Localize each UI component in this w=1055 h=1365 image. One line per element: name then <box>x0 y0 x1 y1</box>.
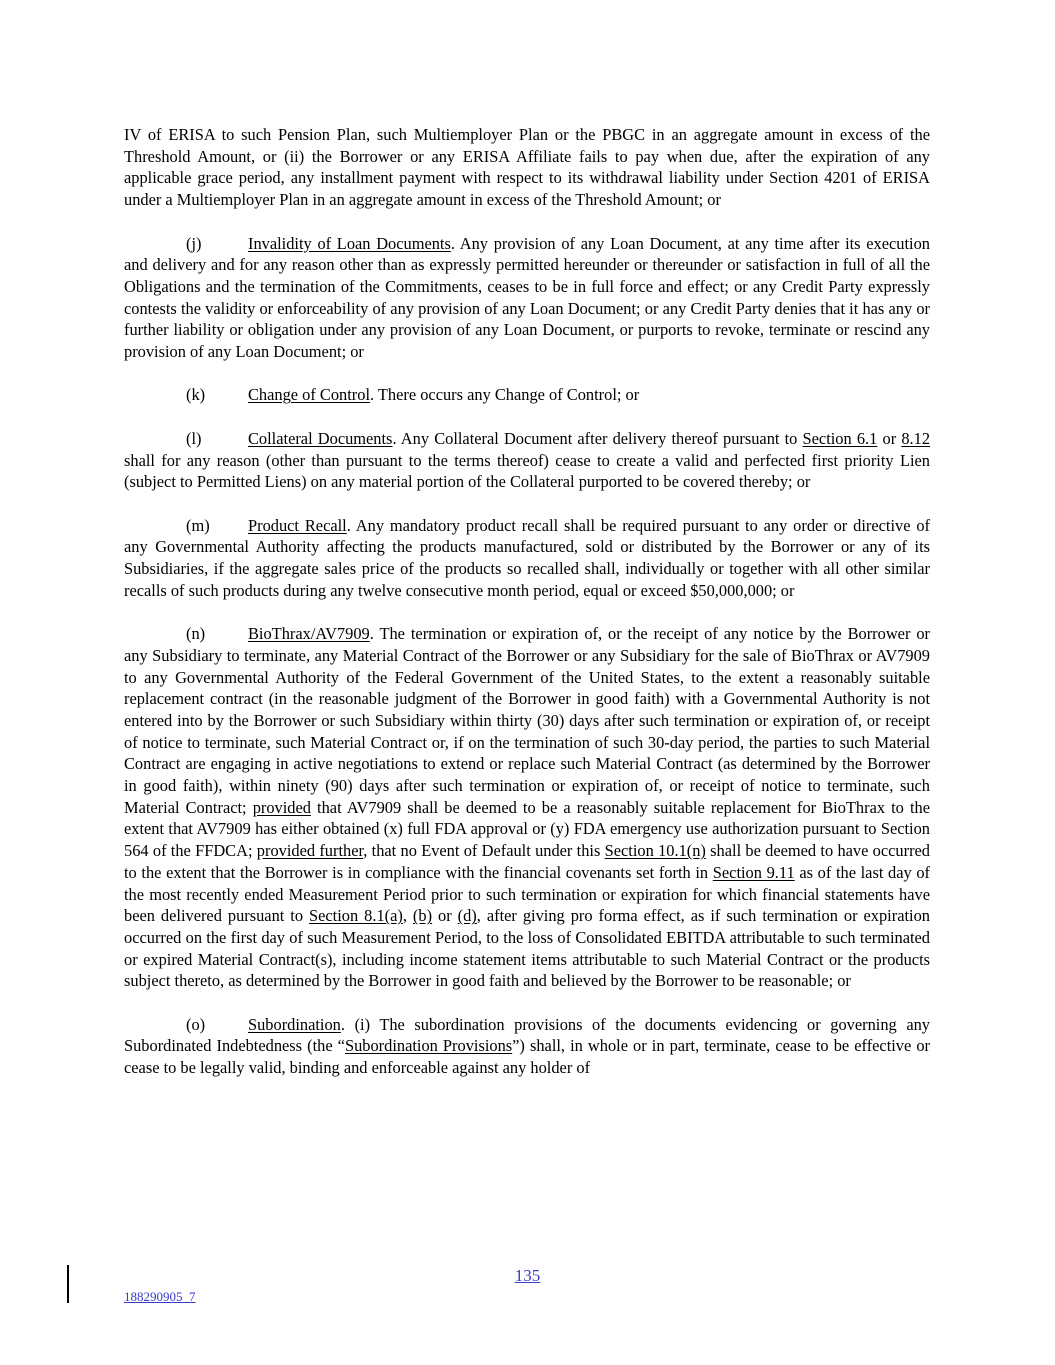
paragraph-o <box>124 1014 930 1079</box>
paragraph-o-heading: Subordination <box>248 1014 341 1034</box>
paragraph-l-text: shall for any reason (other than pursuant to the terms thereof) cease to create a valid and perfected first priority Lien (subject to Permitted Liens) on any material portion of the Collateral purported to be covered thereby; or <box>124 450 930 492</box>
paragraph-n-text: , that no Event of Default under this <box>363 841 605 861</box>
paragraph-j <box>124 233 930 363</box>
paragraph-n-text: , after giving pro forma effect, as if such termination or expiration occurred on the first day of such Measurement Period, to the loss of Consolidated EBITDA attributable to such terminated or expired Material Contract(s), including income statement items attributable to such Material Contract or the products subject thereto, as determined by the Borrower in good faith and believed by the Borrower to be reasonable; or <box>124 906 930 991</box>
document-id: 188290905_7 <box>124 1289 196 1304</box>
paragraph-n-text: as of the last day of the most recently ended Measurement Period prior to such termination or expiration for which financial statements have been delivered pursuant to <box>124 862 931 926</box>
page-number-text: 135 <box>514 1266 541 1285</box>
paragraph-l-text: . Any Collateral Document after delivery thereof pursuant to <box>392 428 803 448</box>
page-number <box>0 1266 1055 1286</box>
paragraph-n-text: . The termination or expiration of, or the receipt of any notice by the Borrower or any Subsidiary to terminate, any Material Contract of the Borrower or any Subsidiary for the sale of BioThrax or AV7909 to any Governmental Authority of the Federal Government of the United States, to the extent a reasonably suitable replacement contract (in the reasonable judgment of the Borrower in good faith) with a Governmental Authority is not entered into by the Borrower or such Subsidiary within thirty (30) days after such termination or expiration of, or receipt of notice to terminate, such Material Contract or, if on the termination of such 30-day period, the parties to such Material Contract are engaging in active negotiations to extend or replace such Material Contract (as determined by the Borrower in good faith), within ninety (90) days after such termination or expiration of, or receipt of notice to terminate, such Material Contract; <box>124 624 930 817</box>
paragraph-n-text: that AV7909 shall be deemed to be a reasonably suitable replacement for BioThrax to the extent that AV7909 has either obtained (x) full FDA approval or (y) FDA emergency use authorization pursuant to Section 564 of the FFDCA; <box>124 797 930 861</box>
paragraph-o-text: . (i) The subordination provisions of the documents evidencing or governing any Subordinated Indebtedness (the “ <box>124 1014 930 1056</box>
paragraph-k-number: (k) <box>186 385 206 405</box>
paragraph-k-text: . There occurs any Change of Control; or <box>370 385 640 405</box>
paragraph-k-heading: Change of Control <box>248 385 371 405</box>
document-body <box>124 124 930 1079</box>
paragraph-l-text: or <box>877 428 902 448</box>
section-ref-link: Section 9.11 <box>712 862 795 882</box>
section-ref-link: Section 10.1(n) <box>604 841 706 861</box>
section-ref-link: 8.12 <box>901 428 931 448</box>
paragraph-n-text: or <box>432 906 458 926</box>
section-ref-link: Section 8.1(a) <box>309 906 403 926</box>
section-ref-link: Section 6.1 <box>802 428 878 448</box>
continuation-text: IV of ERISA to such Pension Plan, such Multiemployer Plan or the PBGC in an aggregate amount in excess of the Threshold Amount, or (ii) the Borrower or any ERISA Affiliate fails to pay when due, after the expiration of any applicable grace period, any installment payment with respect to its withdrawal liability under Section 4201 of ERISA under a Multiemployer Plan in an aggregate amount in excess of the Threshold Amount; or <box>124 125 930 210</box>
paragraph-l-heading: Collateral Documents <box>248 428 393 448</box>
paragraph-n-heading: BioThrax/AV7909 <box>248 624 370 644</box>
paragraph-n <box>124 623 930 992</box>
provided-further-term: provided further <box>256 841 364 861</box>
provided-term: provided <box>252 797 311 817</box>
paragraph-n-text: , <box>402 906 413 926</box>
paragraph-m-heading: Product Recall <box>248 515 347 535</box>
paragraph-m-number: (m) <box>186 515 210 535</box>
paragraph-m <box>124 515 930 602</box>
section-ref-link: (d) <box>457 906 477 926</box>
paragraph-o-text: ”) shall, in whole or in part, terminate, cease to be effective or cease to be legally valid, binding and enforceable against any holder of <box>124 1036 931 1078</box>
paragraph-l-number: (l) <box>186 428 202 448</box>
paragraph-n-number: (n) <box>186 624 206 644</box>
paragraph-j-text: . Any provision of any Loan Document, at any time after its execution and delivery and for any reason other than as expressly permitted hereunder or thereunder or satisfaction in full of all the Obligations and the termination of the Commitments, ceases to be in full force and effect; or any Credit Party expressly contests the validity or enforceability of any provision of any Loan Document; or any Credit Party denies that it has any or further liability or obligation under any provision of any Loan Document, or purports to revoke, terminate or rescind any provision of any Loan Document; or <box>124 233 930 362</box>
paragraph-j-heading: Invalidity of Loan Documents <box>248 233 451 253</box>
paragraph-l <box>124 428 930 493</box>
section-ref-link: (b) <box>412 906 433 926</box>
paragraph-j-number: (j) <box>186 233 202 253</box>
continuation-paragraph <box>124 124 930 211</box>
paragraph-n-text: shall be deemed to have occurred to the extent that the Borrower is in compliance with the financial covenants set forth in <box>124 841 930 882</box>
paragraph-o-number: (o) <box>186 1014 206 1034</box>
paragraph-m-text: . Any mandatory product recall shall be required pursuant to any order or directive of any Governmental Authority affecting the products manufactured, sold or distributed by the Borrower or any of its Subsidiaries, if the aggregate sales price of the products so recalled shall, individually or together with all other similar recalls of such products during any twelve consecutive month period, equal or exceed $50,000,000; or <box>124 515 930 600</box>
defined-term: Subordination Provisions <box>344 1036 513 1056</box>
paragraph-k <box>124 384 930 406</box>
